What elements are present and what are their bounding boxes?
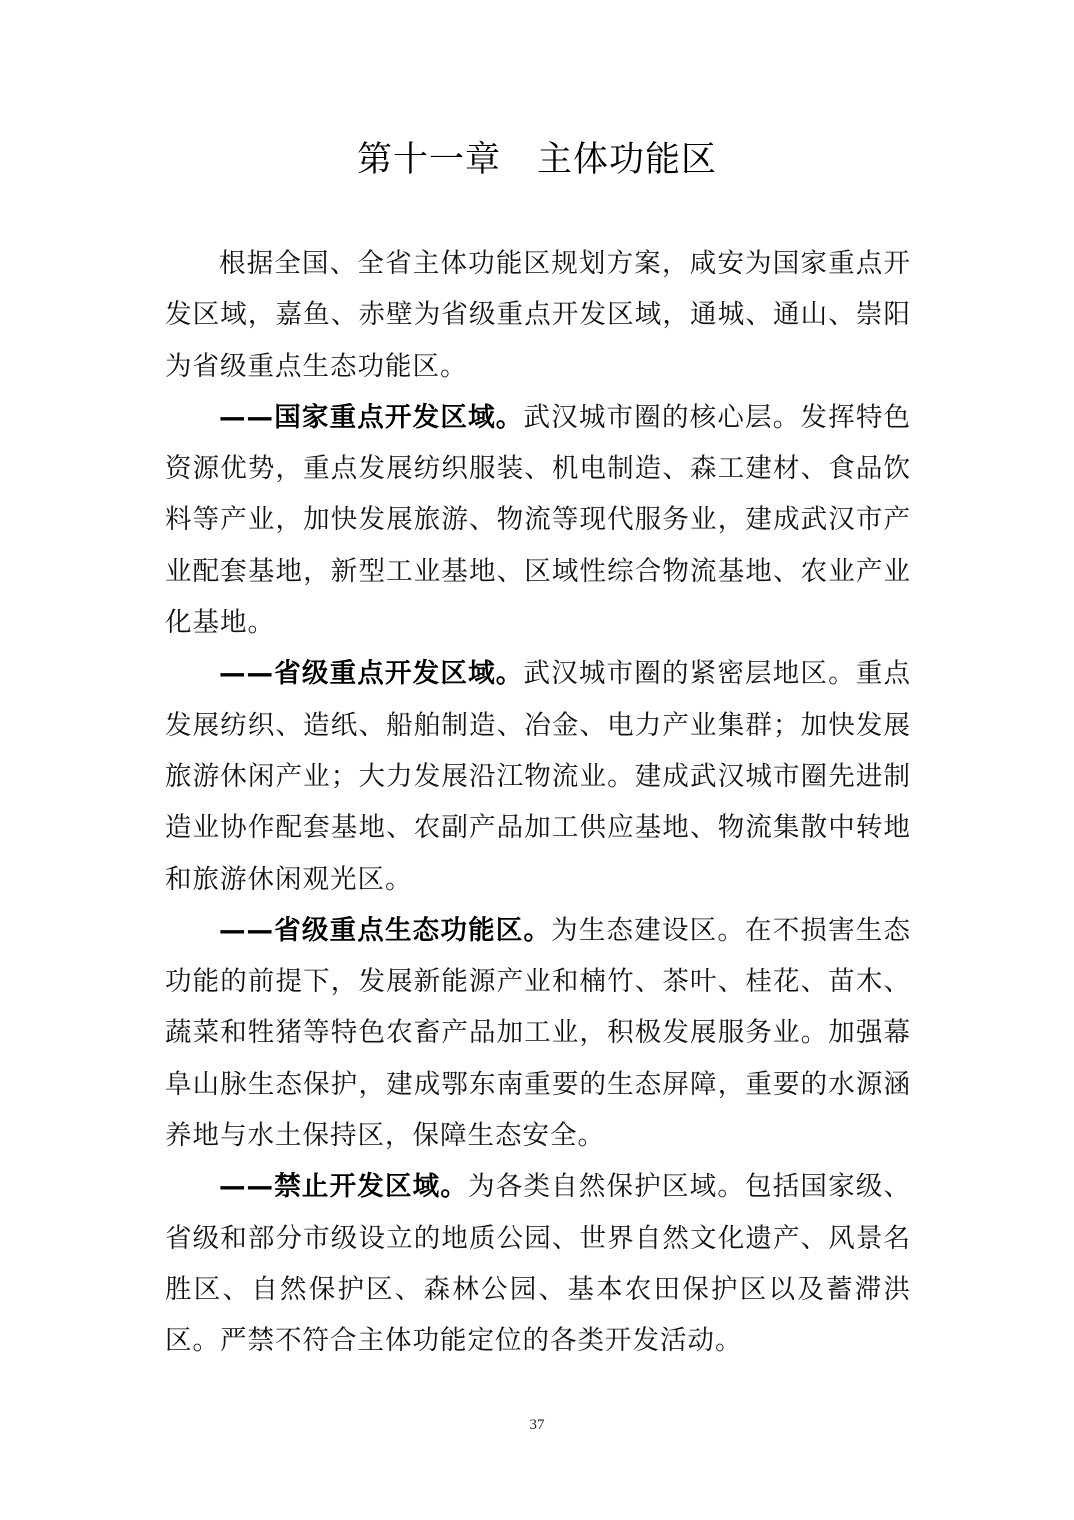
chapter-title: 第十一章 主体功能区 <box>356 140 717 180</box>
paragraph-heading: ——禁止开发区域。 <box>219 1171 469 1203</box>
paragraph-heading: ——省级重点开发区域。 <box>219 658 524 690</box>
paragraph-heading: ——省级重点生态功能区。 <box>219 914 552 946</box>
paragraph-provincial-ecological-function <box>165 905 911 1161</box>
page-number: 37 <box>529 1417 545 1433</box>
paragraph-text: 武汉城市圈的核心层。发挥特色资源优势，重点发展纺织服装、机电制造、森工建材、食品饮料等产业，加快发展旅游、物流等现代服务业，建成武汉市产业配套基地，新型工业基地、区域性综合物流基地、农业产业化基地。 <box>165 401 912 639</box>
paragraph-text: 为各类自然保护区域。包括国家级、省级和部分市级设立的地质公园、世界自然文化遗产、风景名胜区、自然保护区、森林公园、基本农田保护区以及蓄滞洪区。严禁不符合主体功能定位的各类开发活动。 <box>165 1171 912 1357</box>
paragraph-text: 武汉城市圈的紧密层地区。重点发展纺织、造纸、船舶制造、冶金、电力产业集群；加快发展旅游休闲产业；大力发展沿江物流业。建成武汉城市圈先进制造业协作配套基地、农副产品加工供应基地、物流集散中转地和旅游休闲观光区。 <box>165 658 912 895</box>
paragraph-prohibited-development <box>165 1161 911 1366</box>
paragraph-provincial-key-development <box>165 648 911 904</box>
paragraph-heading: ——国家重点开发区域。 <box>219 401 524 433</box>
body-text <box>165 238 911 1367</box>
paragraph-text: 为生态建设区。在不损害生态功能的前提下，发展新能源产业和楠竹、茶叶、桂花、苗木、蔬菜和牲猪等特色农畜产品加工业，积极发展服务业。加强幕阜山脉生态保护，建成鄂东南重要的生态屏障，重要的水源涵养地与水土保持区，保障生态安全。 <box>165 914 912 1152</box>
paragraph-text: 根据全国、全省主体功能区规划方案，咸安为国家重点开发区域，嘉鱼、赤壁为省级重点开发区域，通城、通山、崇阳为省级重点生态功能区。 <box>165 248 911 382</box>
paragraph-intro <box>165 238 911 392</box>
paragraph-national-key-development <box>165 392 911 648</box>
